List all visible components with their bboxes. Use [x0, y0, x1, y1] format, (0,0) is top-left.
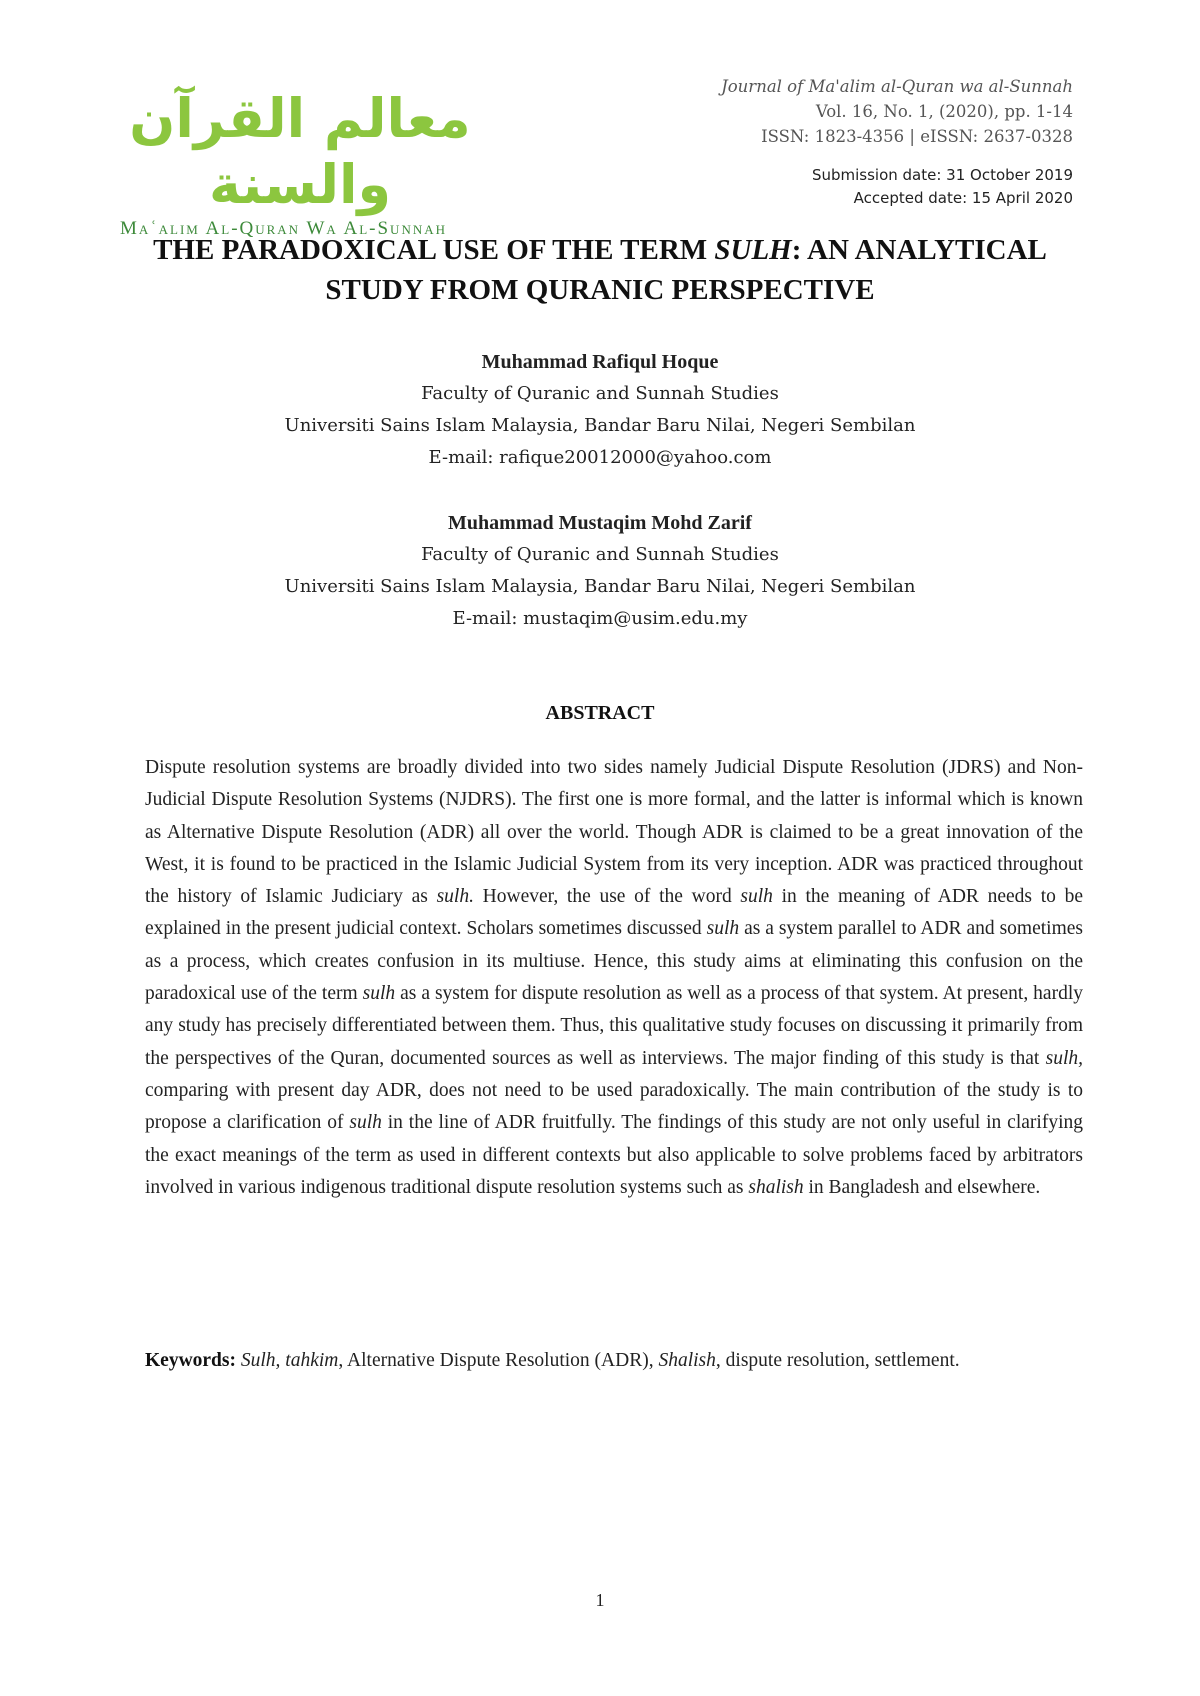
- abstract-text: as a system parallel to ADR and sometimes as a process, which creates confusion in its multiuse. Hence, this study aims at eliminating this confusion on the paradoxical use of the term: [145, 918, 1083, 1005]
- logo-latin-text: Maʿalim Al-Quran Wa Al-Sunnah: [120, 218, 448, 239]
- title-part-1: THE PARADOXICAL USE OF THE TERM: [153, 234, 715, 266]
- title-italic-term: SULH: [714, 234, 792, 266]
- author-email: E-mail: mustaqim@usim.edu.my: [452, 608, 748, 629]
- journal-info: [721, 74, 1073, 149]
- keyword-italic: Sulh, tahkim: [240, 1350, 339, 1371]
- abstract-text: comparing with present day ADR, does not need to be used paradoxically. The main contribution of the study is to propose a clarification of: [145, 1079, 1083, 1134]
- journal-issn: ISSN: 1823-4356 | eISSN: 2637-0328: [761, 127, 1073, 146]
- abstract-italic: shalish: [748, 1176, 804, 1198]
- keyword-text: , Alternative Dispute Resolution (ADR),: [338, 1350, 659, 1371]
- article-dates: [812, 164, 1073, 210]
- abstract-italic: sulh: [706, 918, 740, 940]
- author-faculty: Faculty of Quranic and Sunnah Studies: [421, 383, 779, 404]
- submission-date: Submission date: 31 October 2019: [811, 166, 1073, 184]
- keywords-line: [145, 1345, 1083, 1377]
- journal-volume: Vol. 16, No. 1, (2020), pp. 1-14: [815, 102, 1073, 121]
- abstract-text: in the meaning of ADR needs to be explained in the present judicial context. Scholars sometimes discussed: [145, 886, 1084, 940]
- author-university: Universiti Sains Islam Malaysia, Bandar Baru Nilai, Negeri Sembilan: [284, 576, 916, 597]
- logo-arabic-text: معالم القرآن والسنة: [129, 87, 471, 216]
- author-block: [120, 507, 1080, 635]
- abstract-italic: sulh,: [1045, 1047, 1083, 1069]
- abstract-text: as a system for dispute resolution as well as a process of that system. At present, hardly any study has precisely differentiated between them. Thus, this qualitative study focuses on discussing it primarily from the perspectives of the Quran, documented sources as well as interviews. The major finding of this study is that: [145, 983, 1083, 1069]
- abstract-italic: sulh: [362, 983, 396, 1005]
- author-email: E-mail: rafique20012000@yahoo.com: [428, 447, 772, 468]
- title-part-2: : AN ANALYTICAL STUDY FROM QURANIC PERSPECTIVE: [325, 234, 1047, 306]
- author-faculty: Faculty of Quranic and Sunnah Studies: [421, 544, 779, 565]
- journal-name: Journal of Ma'alim al-Quran wa al-Sunnah: [721, 77, 1073, 96]
- abstract-italic: sulh: [740, 886, 773, 908]
- author-name: Muhammad Mustaqim Mohd Zarif: [448, 512, 752, 534]
- abstract-text: in the line of ADR fruitfully. The findings of this study are not only useful in clarifying the exact meanings of the term as used in different contexts but also applicable to solve problems faced by arbitrators involved in various indigenous traditional dispute resolution systems such as: [145, 1112, 1083, 1198]
- author-name: Muhammad Rafiqul Hoque: [481, 351, 719, 373]
- keywords-label: Keywords:: [145, 1350, 236, 1371]
- journal-logo: [120, 86, 520, 240]
- abstract-text: in Bangladesh and elsewhere.: [803, 1176, 1041, 1198]
- abstract-text: Dispute resolution systems are broadly divided into two sides namely Judicial Dispute Resolution (JDRS) and Non-Judicial Dispute Resolution Systems (NJDRS). The first one is more formal, and the latter is informal which is known as Alternative Dispute Resolution (ADR) all over the world. Though ADR is claimed to be a great innovation of the West, it is found to be practiced in the Islamic Judicial System from its very inception. ADR was practiced throughout the history of Islamic Judiciary as: [145, 757, 1083, 908]
- keyword-text: , dispute resolution, settlement.: [715, 1350, 960, 1371]
- author-block: [120, 346, 1080, 474]
- abstract-body: [145, 752, 1083, 1204]
- accepted-date: Accepted date: 15 April 2020: [853, 189, 1073, 207]
- abstract-heading: ABSTRACT: [545, 702, 655, 724]
- abstract-italic: sulh.: [436, 886, 474, 908]
- abstract-italic: sulh: [349, 1112, 382, 1134]
- paper-title: [120, 230, 1080, 310]
- abstract-text: However, the use of the word: [473, 886, 741, 908]
- page-number: 1: [595, 1590, 605, 1610]
- keyword-italic: Shalish: [658, 1350, 716, 1371]
- author-university: Universiti Sains Islam Malaysia, Bandar Baru Nilai, Negeri Sembilan: [284, 415, 916, 436]
